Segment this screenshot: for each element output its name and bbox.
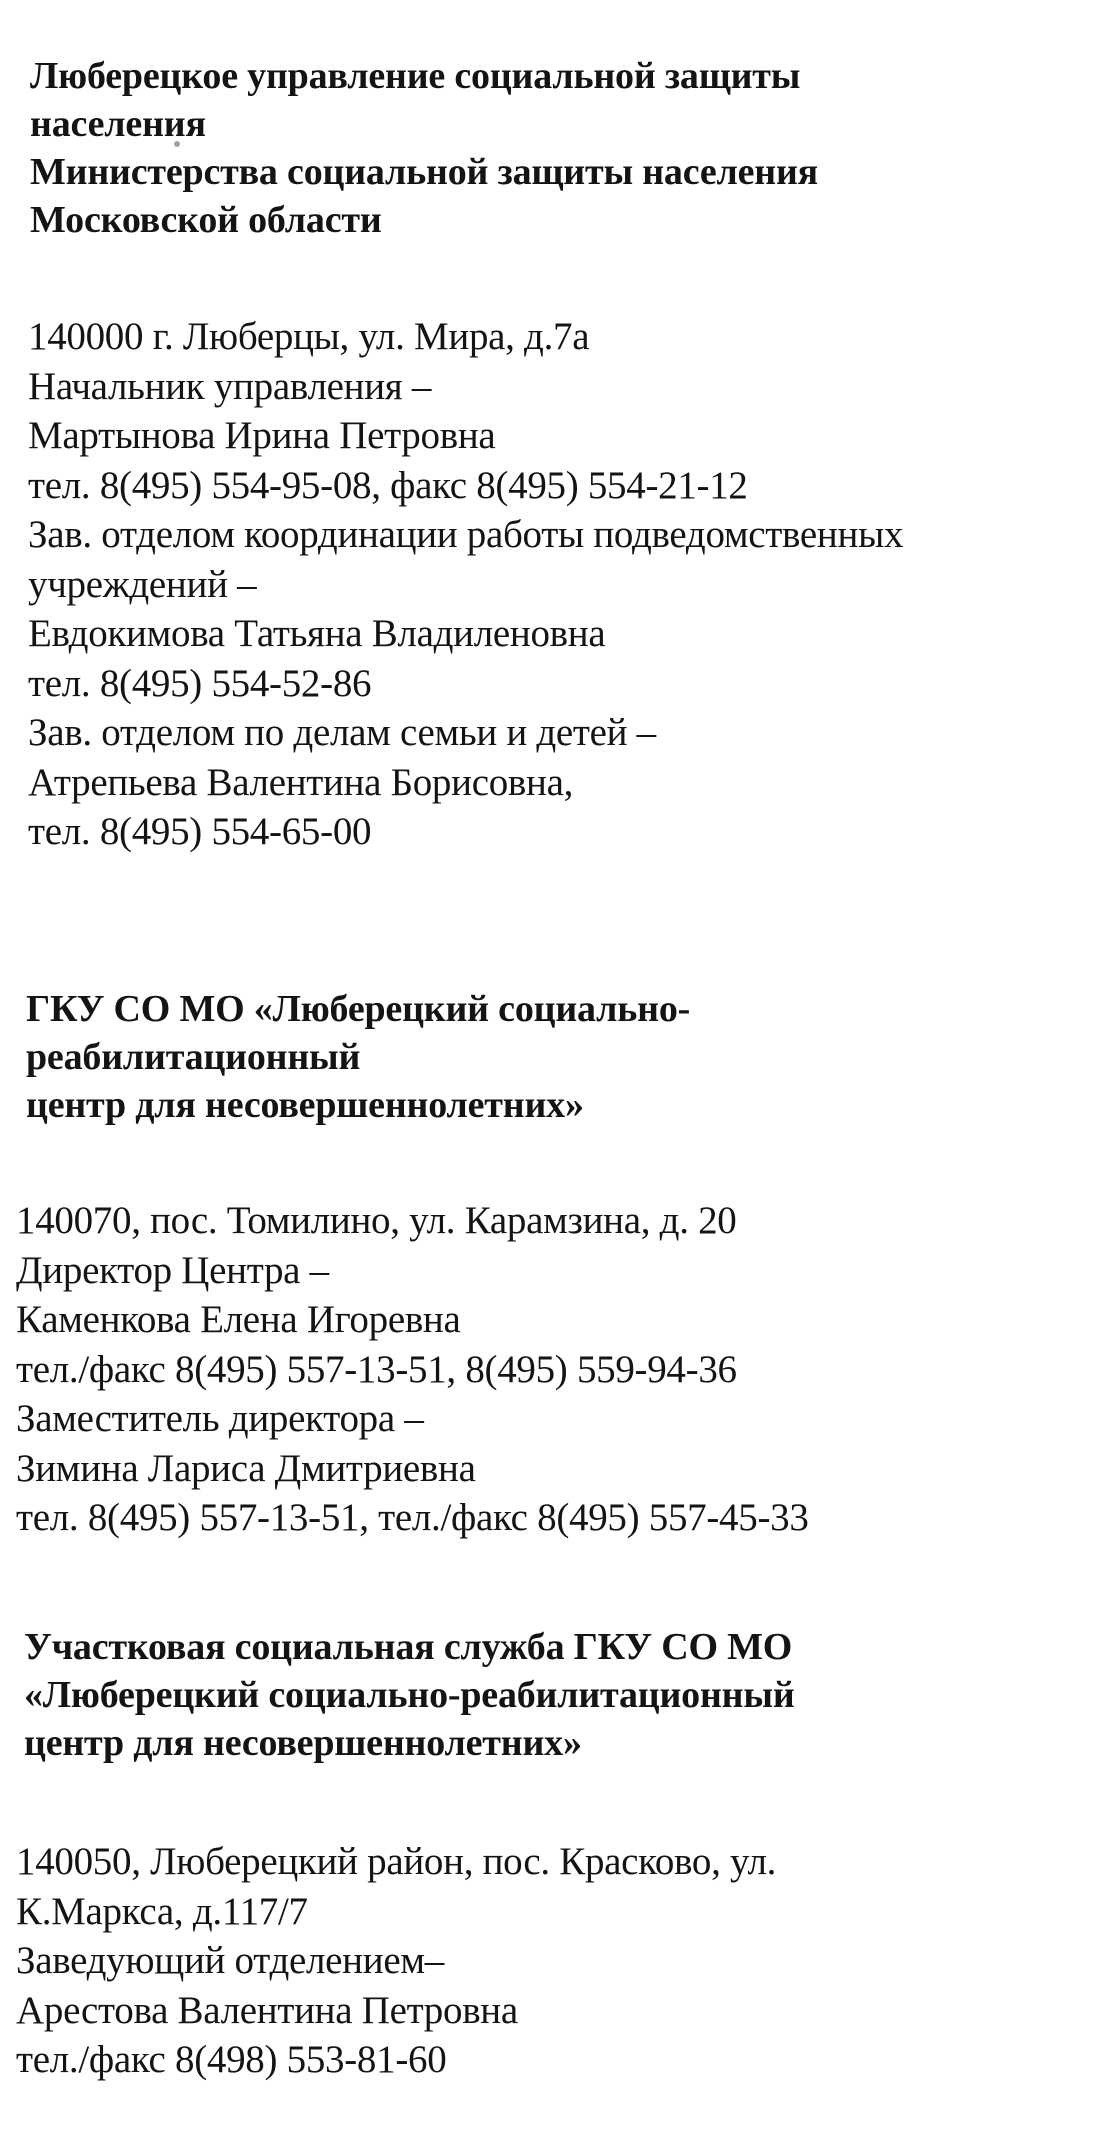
org-3-address-cont: К.Маркса, д.117/7: [16, 1889, 308, 1933]
org-1-contact-details: [0, 312, 1095, 857]
org-1-dept2-name: Атрепьева Валентина Борисовна,: [28, 760, 574, 804]
org-3-manager-phone: тел./факс 8(498) 553-81-60: [16, 2038, 447, 2081]
org-2-address: 140070, пос. Томилино, ул. Карамзина, д. 20: [16, 1199, 737, 1242]
org-1-heading-line: Министерства социальной защиты населения: [30, 151, 819, 193]
org-2-deputy-name: Зимина Лариса Дмитриевна: [16, 1446, 476, 1490]
org-2-director-phone: тел./факс 8(495) 557-13-51, 8(495) 559-94-36: [16, 1347, 737, 1391]
org-2-director-title: Директор Центра –: [16, 1248, 329, 1292]
org-1-head-phone: тел. 8(495) 554-95-08, факс 8(495) 554-21-12: [28, 463, 748, 507]
org-2-heading-line: ГКУ СО МО «Люберецкий социально-: [26, 988, 691, 1030]
org-3-contact-details: [0, 1837, 1095, 2085]
org-3-heading-line: Участковая социальная служба ГКУ СО МО: [24, 1626, 793, 1668]
org-2-deputy-phone: тел. 8(495) 557-13-51, тел./факс 8(495) 557-45-33: [16, 1496, 809, 1539]
org-1-heading-line: Московской области: [30, 199, 382, 241]
org-1-dept1-phone: тел. 8(495) 554-52-86: [28, 661, 372, 705]
org-3-heading-line: «Люберецкий социально-реабилитационный: [24, 1674, 795, 1716]
org-2-heading-line: реабилитационный: [26, 1036, 361, 1078]
org-1-address: 140000 г. Люберцы, ул. Мира, д.7а: [28, 315, 590, 358]
org-1-dept2-title: Зав. отделом по делам семьи и детей –: [28, 711, 656, 754]
org-1-head-name: Мартынова Ирина Петровна: [28, 414, 496, 457]
org-1-dept1-name: Евдокимова Татьяна Владиленовна: [28, 612, 606, 655]
org-2-contact-details: [0, 1196, 1095, 1543]
org-3-address: 140050, Люберецкий район, пос. Красково, ул.: [16, 1840, 777, 1883]
org-1-dept2-phone: тел. 8(495) 554-65-00: [28, 810, 372, 853]
org-1-heading-line: Люберецкое управление социальной защиты: [30, 55, 801, 97]
org-2-director-name: Каменкова Елена Игоревна: [16, 1298, 461, 1341]
org-3-manager-name: Арестова Валентина Петровна: [16, 1988, 518, 2032]
org-3-heading: [0, 1623, 1095, 1767]
org-1-dept1-title-cont: учреждений –: [28, 562, 257, 606]
org-1-dept1-title: Зав. отделом координации работы подведомственных: [28, 513, 904, 556]
org-2-heading: [0, 985, 1095, 1129]
org-1-head-title: Начальник управления –: [28, 364, 432, 408]
org-1-heading: [0, 52, 1095, 244]
org-3-heading-line: центр для несовершеннолетних»: [24, 1722, 582, 1764]
org-2-heading-line: центр для несовершеннолетних»: [26, 1084, 584, 1126]
org-2-deputy-title: Заместитель директора –: [16, 1397, 424, 1440]
org-1-heading-line: населения: [30, 103, 206, 145]
org-3-manager-title: Заведующий отделением–: [16, 1939, 444, 1982]
